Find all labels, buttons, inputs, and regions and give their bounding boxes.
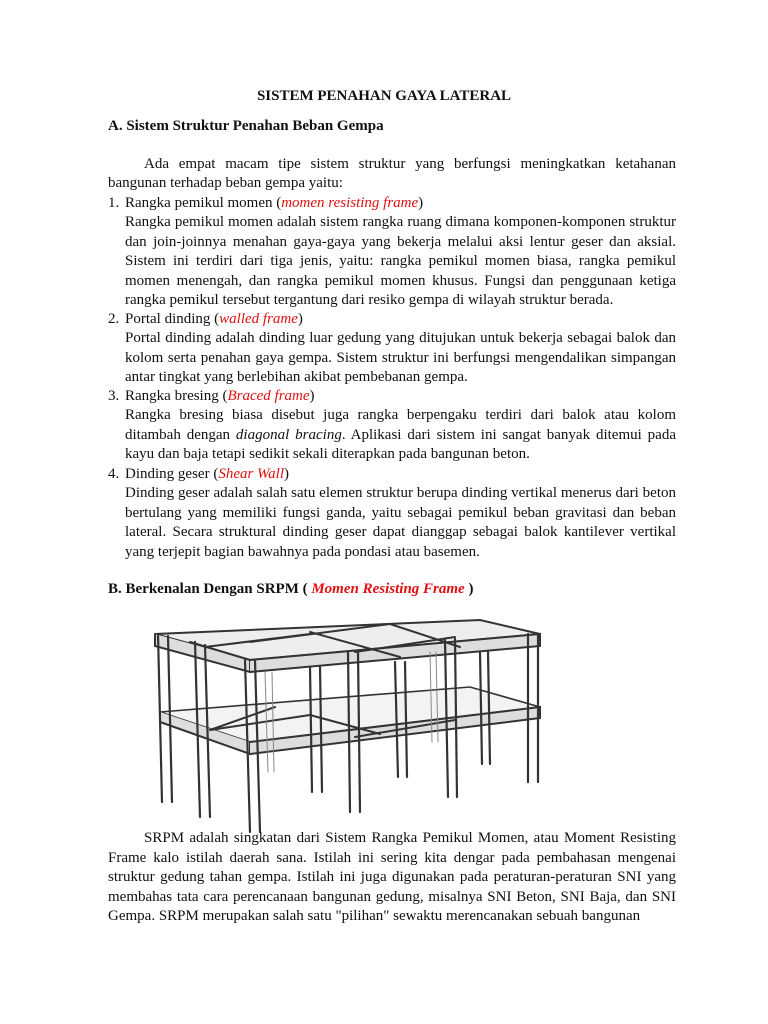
section-b-heading bbox=[108, 581, 473, 598]
item-number: 3. bbox=[108, 388, 120, 404]
body-italic-term: diagonal bracing bbox=[235, 426, 342, 443]
item-term: Braced frame bbox=[227, 388, 310, 404]
list-item-4 bbox=[108, 465, 676, 562]
list-item-1 bbox=[108, 194, 676, 310]
item-number: 4. bbox=[108, 466, 120, 482]
item-body bbox=[125, 406, 676, 464]
heading-term: Momen Resisting Frame bbox=[311, 581, 465, 597]
document-title: SISTEM PENAHAN GAYA LATERAL bbox=[256, 88, 512, 104]
section-a-intro: Ada empat macam tipe sistem struktur yang berfungsi meningkatkan ketahanan bangunan terhadap beban gempa yaitu: bbox=[108, 156, 676, 192]
section-a-heading: A. Sistem Struktur Penahan Beban Gempa bbox=[108, 118, 384, 134]
item-label: Portal dinding ( bbox=[125, 311, 220, 327]
item-label: Rangka pemikul momen ( bbox=[125, 195, 282, 211]
body-text: . Aplikasi dari sistem ini sangat banyak ditemui pada kayu dan baja tetapi sedikit sekali diterapkan pada bangunan beton. bbox=[125, 426, 676, 463]
item-body: Dinding geser adalah salah satu elemen struktur berupa dinding vertikal menerus dari beton bertulang yang memiliki fungsi ganda, yaitu sebagai pemikul beban gravitasi dan beban lateral. Secara struktural dinding geser dapat dianggap sebagai balok kantilever vertikal yang terjepit bagian bawahnya pada pondasi atau basemen. bbox=[125, 485, 676, 560]
heading-text: B. Berkenalan Dengan SRPM ( bbox=[108, 581, 312, 597]
item-term: Shear Wall bbox=[218, 466, 285, 482]
item-body: Rangka pemikul momen adalah sistem rangka ruang dimana komponen-komponen struktur dan join-joinnya menahan gaya-gaya yang bekerja melalui aksi lentur geser dan aksial. Sistem ini terdiri dari tiga jenis, yaitu: rangka pemikul momen biasa, rangka pemikul momen menengah, dan rangka pemikul momen khusus. Fungsi dan penggunaan ketiga rangka pemikul tersebut tergantung dari resiko gempa di wilayah struktur berada. bbox=[125, 214, 676, 309]
body-text: Rangka bresing biasa disebut juga rangka berpengaku terdiri dari balok atau kolom ditambah dengan bbox=[125, 407, 676, 443]
section-b-paragraph bbox=[108, 829, 676, 927]
heading-text: ) bbox=[464, 581, 474, 597]
paragraph-text: SRPM adalah singkatan dari Sistem Rangka Pemikul Momen, atau Moment Resisting Frame kalo istilah daerah sana. Istilah ini sering kita dengar pada pembahasan mengenai struktur gedung tahan gempa. Istilah ini juga digunakan pada peraturan-peraturan SNI yang membahas tata cara perencanaan bangunan gedung, misalnya SNI Beton, SNI Baja, dan SNI Gempa. SRPM merupakan salah satu "pilihan" sewaktu merencanakan sebuah bangunan bbox=[108, 830, 676, 925]
item-close: ) bbox=[284, 466, 290, 482]
item-number: 2. bbox=[108, 311, 120, 327]
item-close: ) bbox=[309, 388, 315, 404]
list-item-2 bbox=[108, 310, 676, 388]
list-item-3 bbox=[108, 387, 676, 465]
item-label: Rangka bresing ( bbox=[125, 388, 228, 404]
item-number: 1. bbox=[108, 195, 120, 211]
item-close: ) bbox=[297, 311, 303, 327]
item-close: ) bbox=[418, 195, 424, 211]
item-term: walled frame bbox=[219, 311, 298, 327]
moment-frame-sketch bbox=[150, 612, 550, 837]
item-term: momen resisting frame bbox=[281, 195, 419, 211]
item-body: Portal dinding adalah dinding luar gedung yang ditujukan untuk bekerja sebagai balok dan kolom serta penahan gaya gempa. Sistem struktur ini berfungsi mengendalikan simpangan antar tingkat yang berlebihan akibat pembebanan gempa. bbox=[125, 330, 676, 386]
item-label: Dinding geser ( bbox=[125, 466, 219, 482]
